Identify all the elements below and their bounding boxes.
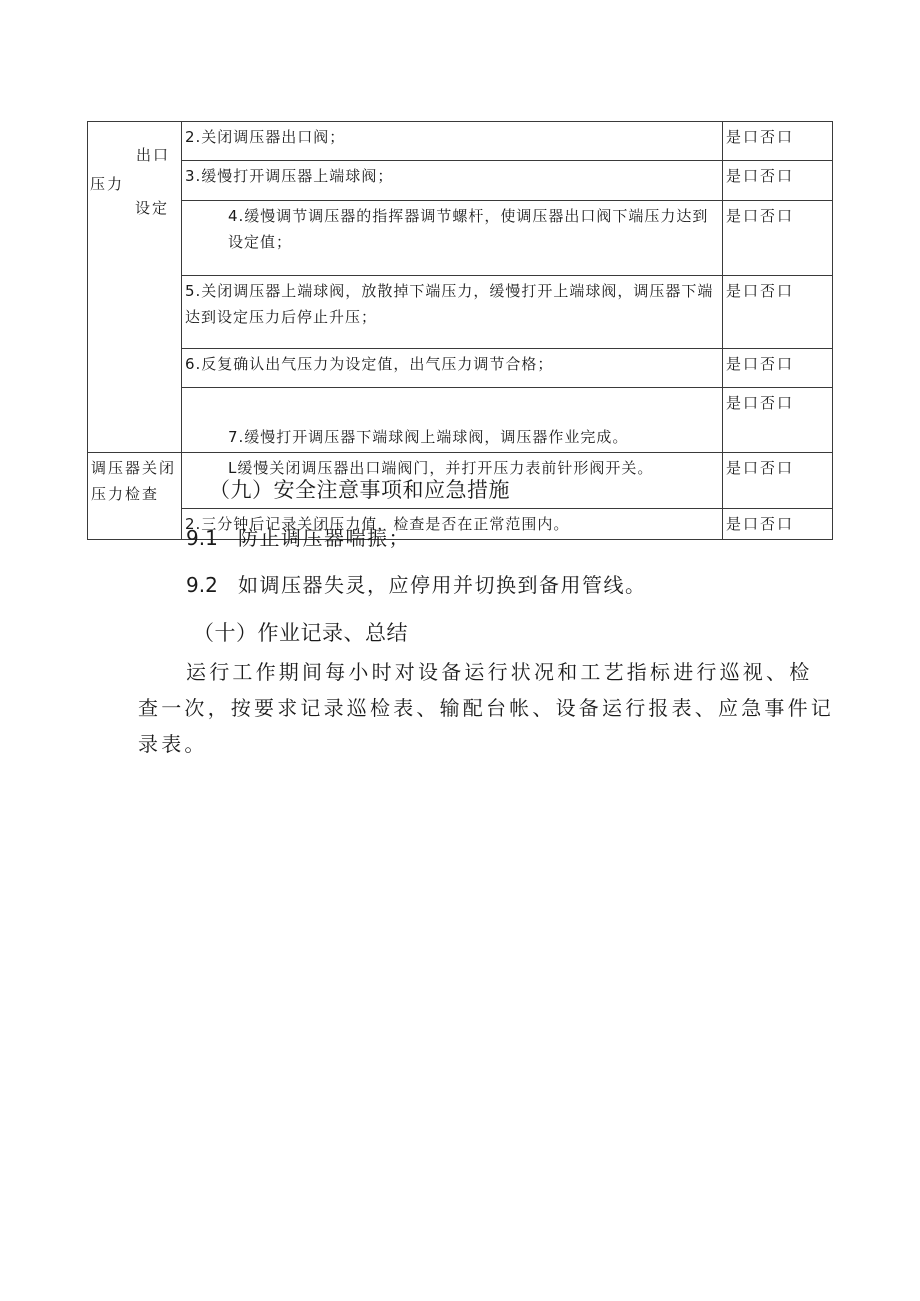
yes-no-checkbox[interactable]: 是口否口 [723, 122, 833, 161]
table-row [88, 161, 833, 200]
item-text: 如调压器失灵，应停用并切换到备用管线。 [238, 573, 647, 597]
yes-no-checkbox[interactable]: 是口否口 [723, 161, 833, 200]
step-text: 2.关闭调压器出口阀； [182, 122, 723, 161]
table-row [88, 348, 833, 387]
step-text: 4.缓慢调节调压器的指挥器调节螺杆，使调压器出口阀下端压力达到设定值； [182, 200, 723, 275]
category-outlet-pressure-setting [88, 122, 182, 453]
table-row [88, 122, 833, 161]
step-text: 5.关闭调压器上端球阀，放散掉下端压力，缓慢打开上端球阀，调压器下端达到设定压力后停止升压； [182, 276, 723, 349]
item-text: 防止调压器喘振； [238, 526, 410, 550]
category-label-line: 出口 [136, 146, 171, 164]
item-number: 9.1 [186, 526, 218, 550]
step-text: 2.三分钟后记录关闭压力值，检查是否在正常范围内。 [182, 509, 723, 540]
step-text: 6.反复确认出气压力为设定值，出气压力调节合格； [182, 348, 723, 387]
safety-item [186, 522, 410, 551]
category-label-line: 设定 [135, 199, 170, 217]
paragraph-line: 查一次，按要求记录巡检表、输配台帐、设备运行报表、应急事件记 [138, 696, 834, 720]
category-label-line: 压力 [90, 175, 125, 193]
step-text: 3.缓慢打开调压器上端球阀； [182, 161, 723, 200]
safety-item [186, 569, 647, 598]
table-row [88, 200, 833, 275]
yes-no-checkbox[interactable]: 是口否口 [723, 276, 833, 349]
table-row [88, 276, 833, 349]
step-text: L缓慢关闭调压器出口端阀门，并打开压力表前针形阀开关。 [182, 453, 723, 509]
table-row [88, 388, 833, 453]
yes-no-checkbox[interactable]: 是口否口 [723, 200, 833, 275]
section-heading-safety: （九）安全注意事项和应急措施 [209, 478, 510, 502]
summary-paragraph [138, 654, 838, 762]
yes-no-checkbox[interactable]: 是口否口 [723, 388, 833, 453]
yes-no-checkbox[interactable]: 是口否口 [723, 453, 833, 509]
paragraph-line: 录表。 [138, 732, 208, 756]
yes-no-checkbox[interactable]: 是口否口 [723, 509, 833, 540]
yes-no-checkbox[interactable]: 是口否口 [723, 348, 833, 387]
section-heading-records: （十）作业记录、总结 [193, 621, 408, 645]
category-closing-pressure-check: 调压器关闭压力检查 [88, 453, 182, 540]
item-number: 9.2 [186, 573, 218, 597]
paragraph-line: 运行工作期间每小时对设备运行状况和工艺指标进行巡视、检 [186, 660, 813, 684]
step-text: 7.缓慢打开调压器下端球阀上端球阀，调压器作业完成。 [182, 388, 723, 453]
